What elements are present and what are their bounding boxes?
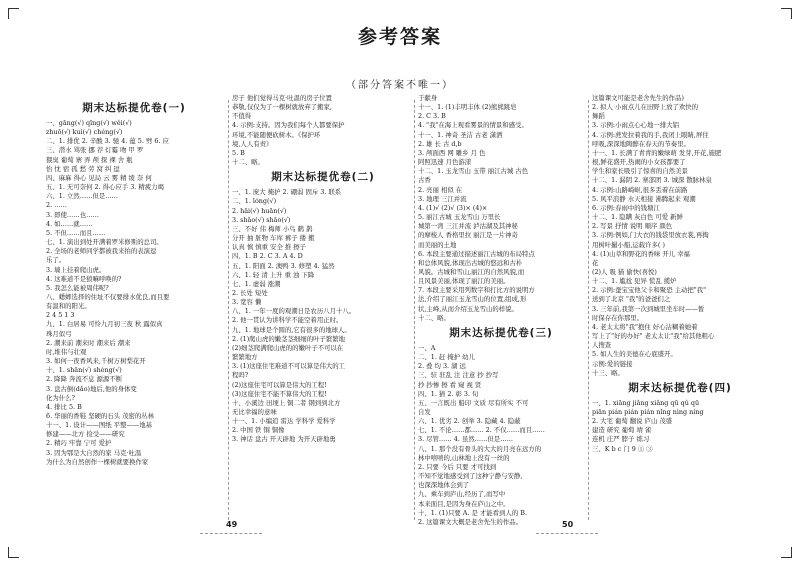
column-divider	[588, 100, 589, 520]
answer-line: 本来面目,是因为身在庐山之中。	[418, 499, 510, 508]
answer-line: 阿照迅速 月色游漾	[418, 158, 472, 167]
answer-line: 3. 神话 盘古 开天辟地 为开天辟地勇	[232, 435, 336, 444]
answer-line: 3. 盘古倒(dǎo)地后,他的身体变	[46, 384, 137, 393]
answer-line: 送到了北京 "我"的爸爸们之	[592, 295, 671, 304]
answer-line: 6. 示例:春雨中的钱塘江	[592, 203, 660, 212]
answer-line: 分开 抽 脏物 车库 裤子 搂 搬	[232, 234, 315, 243]
answer-line: 抄 抄惨 擦 看 窥 视 贤	[418, 380, 482, 389]
section-heading: 期末达标提优卷(一)	[82, 102, 186, 114]
answer-line: 房子 他们觉得马克·吐温的房子位置	[232, 94, 332, 102]
answer-line: 十、1. (1)只要 A. 是 才能看到人的 B.	[418, 508, 527, 517]
answer-line: 而美丽的土地	[418, 240, 457, 249]
crop-mark	[781, 547, 792, 558]
answer-line: 4. 排比 5. B	[46, 402, 82, 411]
answer-line: 十一、1. (1)丰明丰体 (2)熊熊跳皂	[418, 103, 517, 112]
answer-line: 状,主峰,从而介绍玉龙雪山的样貌。	[418, 304, 518, 313]
answer-line: 古香	[418, 176, 431, 185]
answer-line: 3. 三年前,我第一次到城里坐车时——暂	[592, 304, 705, 313]
answer-line: 2. (1)爬山虎的嫩茎茎细细的叶子繁繁地	[232, 334, 346, 343]
answer-line: 2. 全场的老师同学都被我来拍的表演逗	[46, 247, 157, 256]
answer-line: 猥臭 葡萄 寨 弄 颅 探 裸 舍 瓶	[46, 155, 133, 164]
answer-line: 一、A	[418, 343, 436, 352]
answer-line: 二、1. lóng(√)	[232, 197, 277, 206]
answer-line: 十一、1. 长满了青青的嫩绿萌 发芽,开花,施肥	[592, 148, 722, 157]
answer-line: 5. 我怎么能被周伟呢?	[46, 283, 109, 292]
answer-line: 一、1. 庞大 掩护 2. 硼弱 固斥 3. 联系	[232, 188, 342, 197]
answer-line: 七、1. 虚弱 涨潮	[232, 279, 281, 288]
answer-line: 四、1. B 2. C 3. A 4. D	[232, 252, 303, 261]
answer-line: 4. 示例:蔗发拉着我的手,我闭上眼睛,屏住	[592, 130, 709, 139]
answer-line: 时,堆伟与壮观	[46, 347, 87, 356]
answer-line: 5. 如人生的美德在心底盛开。	[592, 350, 677, 359]
crop-mark	[781, 8, 792, 19]
answer-line: 4. 老太太将"我"抱住 好心沾糊着她着	[592, 322, 698, 331]
answer-line: 3. shǎo(√) shāo(√)	[232, 215, 291, 224]
answer-line: 3. 因为鄂是大自然的家 马克·吐温	[46, 448, 142, 457]
answer-line: 程吗?	[232, 371, 249, 380]
answer-line: 二、1. 排优 2. 辛酸 3. 驰 4. 蕴 5. 劈 6. 应	[46, 137, 169, 146]
section-heading: 期末达标提优卷(三)	[449, 326, 553, 339]
answer-line: 4. (1)山草和野花的香味 开儿 幸福	[592, 249, 690, 258]
answer-line: 2. 只要 今后 只要 才可找到	[418, 462, 497, 471]
column-divider	[228, 100, 229, 520]
answer-line: 2. hāi(√) huān(√)	[232, 206, 287, 215]
answer-line: 三、K b c 门 9 ① ③	[592, 444, 653, 453]
page-title: 参考答案	[357, 26, 442, 48]
answer-line: 根,鲜花盛开,热闹的小女孩都要了	[592, 158, 686, 167]
answer-line: 法,介绍了丽江玉龙雪山的位置,组成,形	[418, 295, 527, 304]
answer-line: 十二、1. 尴尬 犯异 慌乱 揽炉	[592, 277, 677, 286]
answer-line: 十、1. shān(√) shèng(√)	[46, 366, 122, 375]
answer-line: 不知不觉地感受到了这种宁静与安静,	[418, 472, 523, 481]
answer-line: 写上了"好的办好" 老太太让"我"给其他粗心	[592, 332, 715, 341]
answer-line: 这篇课文可能是老舍先生的作品)	[592, 94, 684, 102]
answer-line: 十一、1. 神奇 圣洁 古老 潇洒	[418, 130, 503, 139]
answer-line: (3)这座住宅不能不算伟大的工程!	[232, 389, 327, 398]
answer-line: 6. 本段主要通过描述丽江古城的布局特点	[418, 249, 535, 258]
answer-line: 2. 大宅 葡萄 翻说 庐山 茂盛	[592, 417, 673, 426]
answer-line: 五、1. 阳面 2. 澳鸭 3. 修塑 4. 猛然	[232, 261, 335, 270]
answer-line: 十一、1. 设计——图纸 平整——地基	[46, 421, 153, 430]
answer-line: 修建——北方 捡受——研究	[46, 430, 125, 439]
answer-line: 城第一湾 三江并流 泸沽湖及其神秘	[418, 222, 518, 231]
answer-line: 3. 示例:例如,门大衣的钱袋里放衣裳,再掏	[592, 231, 709, 240]
answer-line: 的摩梭人 香格里拉 丽江是一片神奇	[418, 231, 518, 240]
page-number-rule	[200, 533, 262, 534]
answer-line: 十、小溪边 田埂上 铜二者 钢到到北方	[232, 398, 341, 407]
answer-line: 三、驻 驻乱 注 注意 抄 抄写	[418, 371, 499, 380]
answer-line: 自发	[418, 408, 431, 416]
answer-line: 连机 庄严 脖子 练习	[592, 435, 650, 444]
answer-line: (2)这座住宅可以算是伟大的工程!	[232, 380, 327, 389]
answer-line: 十二、1. 漏阴 2. 寨部团 3. 城深 散脉林泉	[592, 176, 712, 185]
answer-line: 2. 这篇课文大概是老舍先生的作品。	[418, 517, 522, 526]
answer-line: 用树叶撮小船,运载许多( )	[592, 240, 665, 249]
answer-line: 4. (1)√ (2)√ (3)× (4)×	[418, 203, 488, 212]
answer-line: 八、蟋蟀选择的住址不仅要排水优良,而且要	[46, 292, 170, 301]
answer-line: 2. C 3. B	[418, 112, 446, 121]
answer-line: 3. 如何一夜香风来,千树万树梨花开	[46, 357, 146, 366]
answer-line: 花	[592, 258, 599, 267]
answer-line: 十一、1. 小编追 雷达 学科学 爱科学	[232, 417, 336, 426]
answer-line: 2. 中国 铁 铜 铜像	[232, 426, 285, 435]
answer-line: 境,人人有责》	[232, 139, 273, 148]
section-heading: 期末达标提优卷(二)	[271, 171, 375, 184]
answer-line: 十二、略。	[418, 313, 450, 322]
answer-line: 七、1. 不论……都…… 2. 不仅……而且……	[418, 426, 545, 435]
answer-line: 3. 颅面西 网 雕乡 月 色	[418, 148, 486, 157]
page-number-rule	[536, 533, 598, 534]
answer-line: 六、1. 立然……但是……	[46, 192, 119, 201]
answer-column-2	[232, 94, 414, 445]
answer-line: 5. B	[232, 148, 245, 157]
answer-line: 化为什么?	[46, 393, 75, 402]
answer-line: 十二、1. 玉龙雪山 玉带 丽江古城 古色	[418, 167, 529, 176]
answer-line: 和总体风貌,体现出古城的悠远和古朴	[418, 258, 523, 267]
answer-line: 5. 风平浪静 水天相接 沸腾起来 观潮	[592, 194, 696, 203]
answer-line: 环境,不能随便砍树木。《保护环	[232, 130, 321, 139]
crop-mark	[8, 8, 19, 19]
answer-line: 3. 即使……也……	[46, 210, 99, 219]
answer-line: 4. 如……就……	[46, 219, 93, 228]
answer-line: 4. 示例:支持。因为我们每个人都要保护	[232, 121, 345, 130]
answer-line: 八、1. 一年一度的观潮日是农历八月十八。	[232, 307, 356, 316]
crop-mark	[8, 547, 19, 558]
answer-line: 2. 亮丽 相似 在	[418, 185, 463, 194]
answer-line: 舞蹈	[592, 112, 605, 121]
answer-line: 为什么为自然创作一棵树就要换作家	[46, 457, 149, 466]
answer-line: 6. 华丽的香鞋 坚硬的石头 茂密的丛林	[46, 412, 155, 420]
answer-line: 一、1. xiāng jiǎng xiǎng qū qǔ qū	[592, 398, 700, 407]
answer-line: 四、麻麻 得心 见局 云 雾 精 绫 奈 何	[46, 173, 152, 182]
answer-line: 4. 示例:山路崎岖,很多丢着在前路	[592, 185, 688, 194]
answer-line: 六、1. 轻 清 上升 重 浊 下降	[232, 270, 315, 279]
page-subtitle: （部分答案不唯一）	[346, 80, 454, 91]
answer-line: 九、1. 地球是个圆的,它有很多的地球人。	[232, 325, 351, 334]
column-divider	[414, 100, 415, 520]
answer-line: 五、一言既出 船印 文质 尽有所实 不可	[418, 398, 529, 407]
answer-line: 珠月似弓	[46, 329, 72, 338]
answer-line: 2. 拟人 小雨点儿在田野上放了欢快的	[592, 103, 699, 112]
answer-line: 繁繁地方	[232, 353, 258, 362]
answer-line: 学生和家长吸引了惊喜的自然美景	[592, 167, 688, 176]
answer-line: 2. 示例:蚕宝宝他父卡和聚恐 主动把"我"	[592, 286, 707, 295]
answer-line: 2. 雄 长 古 d,b	[418, 139, 462, 148]
answer-line: 示例:爱的链接	[592, 359, 633, 368]
answer-line: 十二、略。	[232, 158, 264, 167]
answer-line: 2 4 5 1 3	[46, 311, 75, 320]
answer-line: 3. 地理 三江并流	[418, 194, 467, 203]
answer-line: 3. 尽管…… 4. 虽然……但是……	[418, 435, 513, 444]
answer-line: 2. 精巧 牢靠 宁可 爱护	[46, 439, 112, 448]
answer-line: 人搜查	[592, 341, 612, 350]
answer-line: (2)人 吸 猫 偷快(喜悦)	[592, 267, 657, 276]
answer-line: 林中嘻嘻的,山林地上没有一丝的	[418, 453, 510, 462]
answer-line: 呼吸,深深地陶醉在春天的节奏里。	[592, 139, 690, 148]
answer-line: 7. 本段主要采用列数字和打比方的说明方	[418, 286, 535, 295]
answer-line: 四、1. 猜 2. 彰 3. 旬	[418, 389, 479, 398]
answer-line: 无比幸福的意味	[232, 408, 277, 416]
answer-line: 5. 不但……而且……	[46, 228, 106, 237]
answer-line: 4. "我"在海上观看雾景的情景和感受。	[418, 121, 528, 130]
answer-line: 4. 这难道不是狼嘛呼唤的?	[46, 274, 122, 283]
answer-line: 也深深地体会到了	[418, 481, 470, 490]
answer-line: 认真 慎 慎重 安全 推 擦子	[232, 243, 307, 252]
answer-line: 时保存在你那里。	[592, 313, 644, 322]
answer-line: 于献身	[418, 94, 438, 102]
answer-line: 3. 宽容 懒	[232, 298, 262, 307]
answer-line: 2. 他一贯认为讲科学不能空着用正时。	[232, 316, 343, 325]
section-heading: 期末达标提优卷(四)	[628, 381, 732, 394]
answer-line: 2. 长处 短处	[232, 288, 268, 297]
answer-line: 三、不好 伟 梅师 小鸟 鹤 鹊	[232, 224, 313, 233]
answer-line: piān pián pián pián nǐng nìng níng	[592, 408, 704, 416]
answer-line: 不值得	[232, 112, 252, 121]
answer-column-4	[592, 94, 768, 454]
answer-line: 十三、略。	[592, 368, 624, 377]
answer-line: 六、1. 优劣 2. 创举 3. 隐藏 4. 隐蔽	[418, 417, 521, 426]
answer-line: 一、gāng(√) qīng(√) wěi(√)	[46, 119, 132, 127]
right-page-number: 50	[562, 520, 574, 529]
answer-line: 有温和的阳光。	[46, 302, 91, 311]
answer-line: 七、1. 演出到处开满着罗米修斯的总司。	[46, 238, 163, 247]
answer-line: 风貌。古城和雪山,丽江的自然风貌,而	[418, 267, 525, 276]
answer-line: 建造 研究 葡萄 靖 雀	[592, 426, 652, 435]
answer-line: 3. 墙上挂着爬山虎。	[46, 265, 106, 274]
answer-column-1	[46, 98, 222, 467]
answer-line: 八、1. 那个没有骨头的大大的月亮在远方的	[418, 444, 542, 453]
answer-line: 十二、1. 隐瞒 灰白色 可爱 新鲜	[592, 213, 683, 222]
answer-line: 九、乘车到庐山,经历了,而写中	[418, 490, 506, 499]
answer-line: 2. 写景 抒情 说明 顺序 颜色	[592, 222, 673, 231]
answer-line: 恭敬,仅仅为了一棵树就放弃了搬家,	[232, 103, 332, 112]
answer-line: 2. ……	[46, 201, 67, 210]
answer-line: 九、1. 白居易 可怜九月初三夜 秋 露似真	[46, 320, 163, 329]
answer-line: 且风景美丽,体现了丽江的美丽。	[418, 277, 510, 286]
answer-column-3	[418, 94, 584, 527]
answer-line: 2. 叠 均 3. 湖 远	[418, 362, 466, 371]
answer-line: 3. 示例:小雨点心心地一排大铝	[592, 121, 679, 130]
answer-line: 三、潜水 骂张 挪 荐 灯霉 吻 甲 罗	[46, 146, 144, 155]
answer-line: 3. (1)这座住宅难道不可以算是伟大的工	[232, 362, 346, 371]
left-page-number: 49	[226, 520, 238, 529]
answer-line: 二、1. 赶 掩护 幼儿	[418, 353, 475, 362]
answer-line: 5. 丽江古城 玉龙雪山 万里长	[418, 213, 501, 222]
answer-line: 2. 降降 奔流不息 源源不断	[46, 375, 123, 384]
answer-line: 五、1. 无可奈何 2. 得心应手 3. 精疲力竭	[46, 183, 164, 192]
answer-line: 2. 潮来前 潮来时 潮来后 潮来	[46, 338, 131, 347]
answer-line: 怡 忱 宿 孤 愁 劳 窝 纠 逗	[46, 164, 120, 173]
answer-line: 乐了。	[46, 256, 66, 265]
answer-line: zhuō(√) kuì(√) chéng(√)	[46, 128, 123, 137]
answer-line: (2)细茎爬满爬山虎的的嫩叶子不可以在	[232, 343, 344, 352]
